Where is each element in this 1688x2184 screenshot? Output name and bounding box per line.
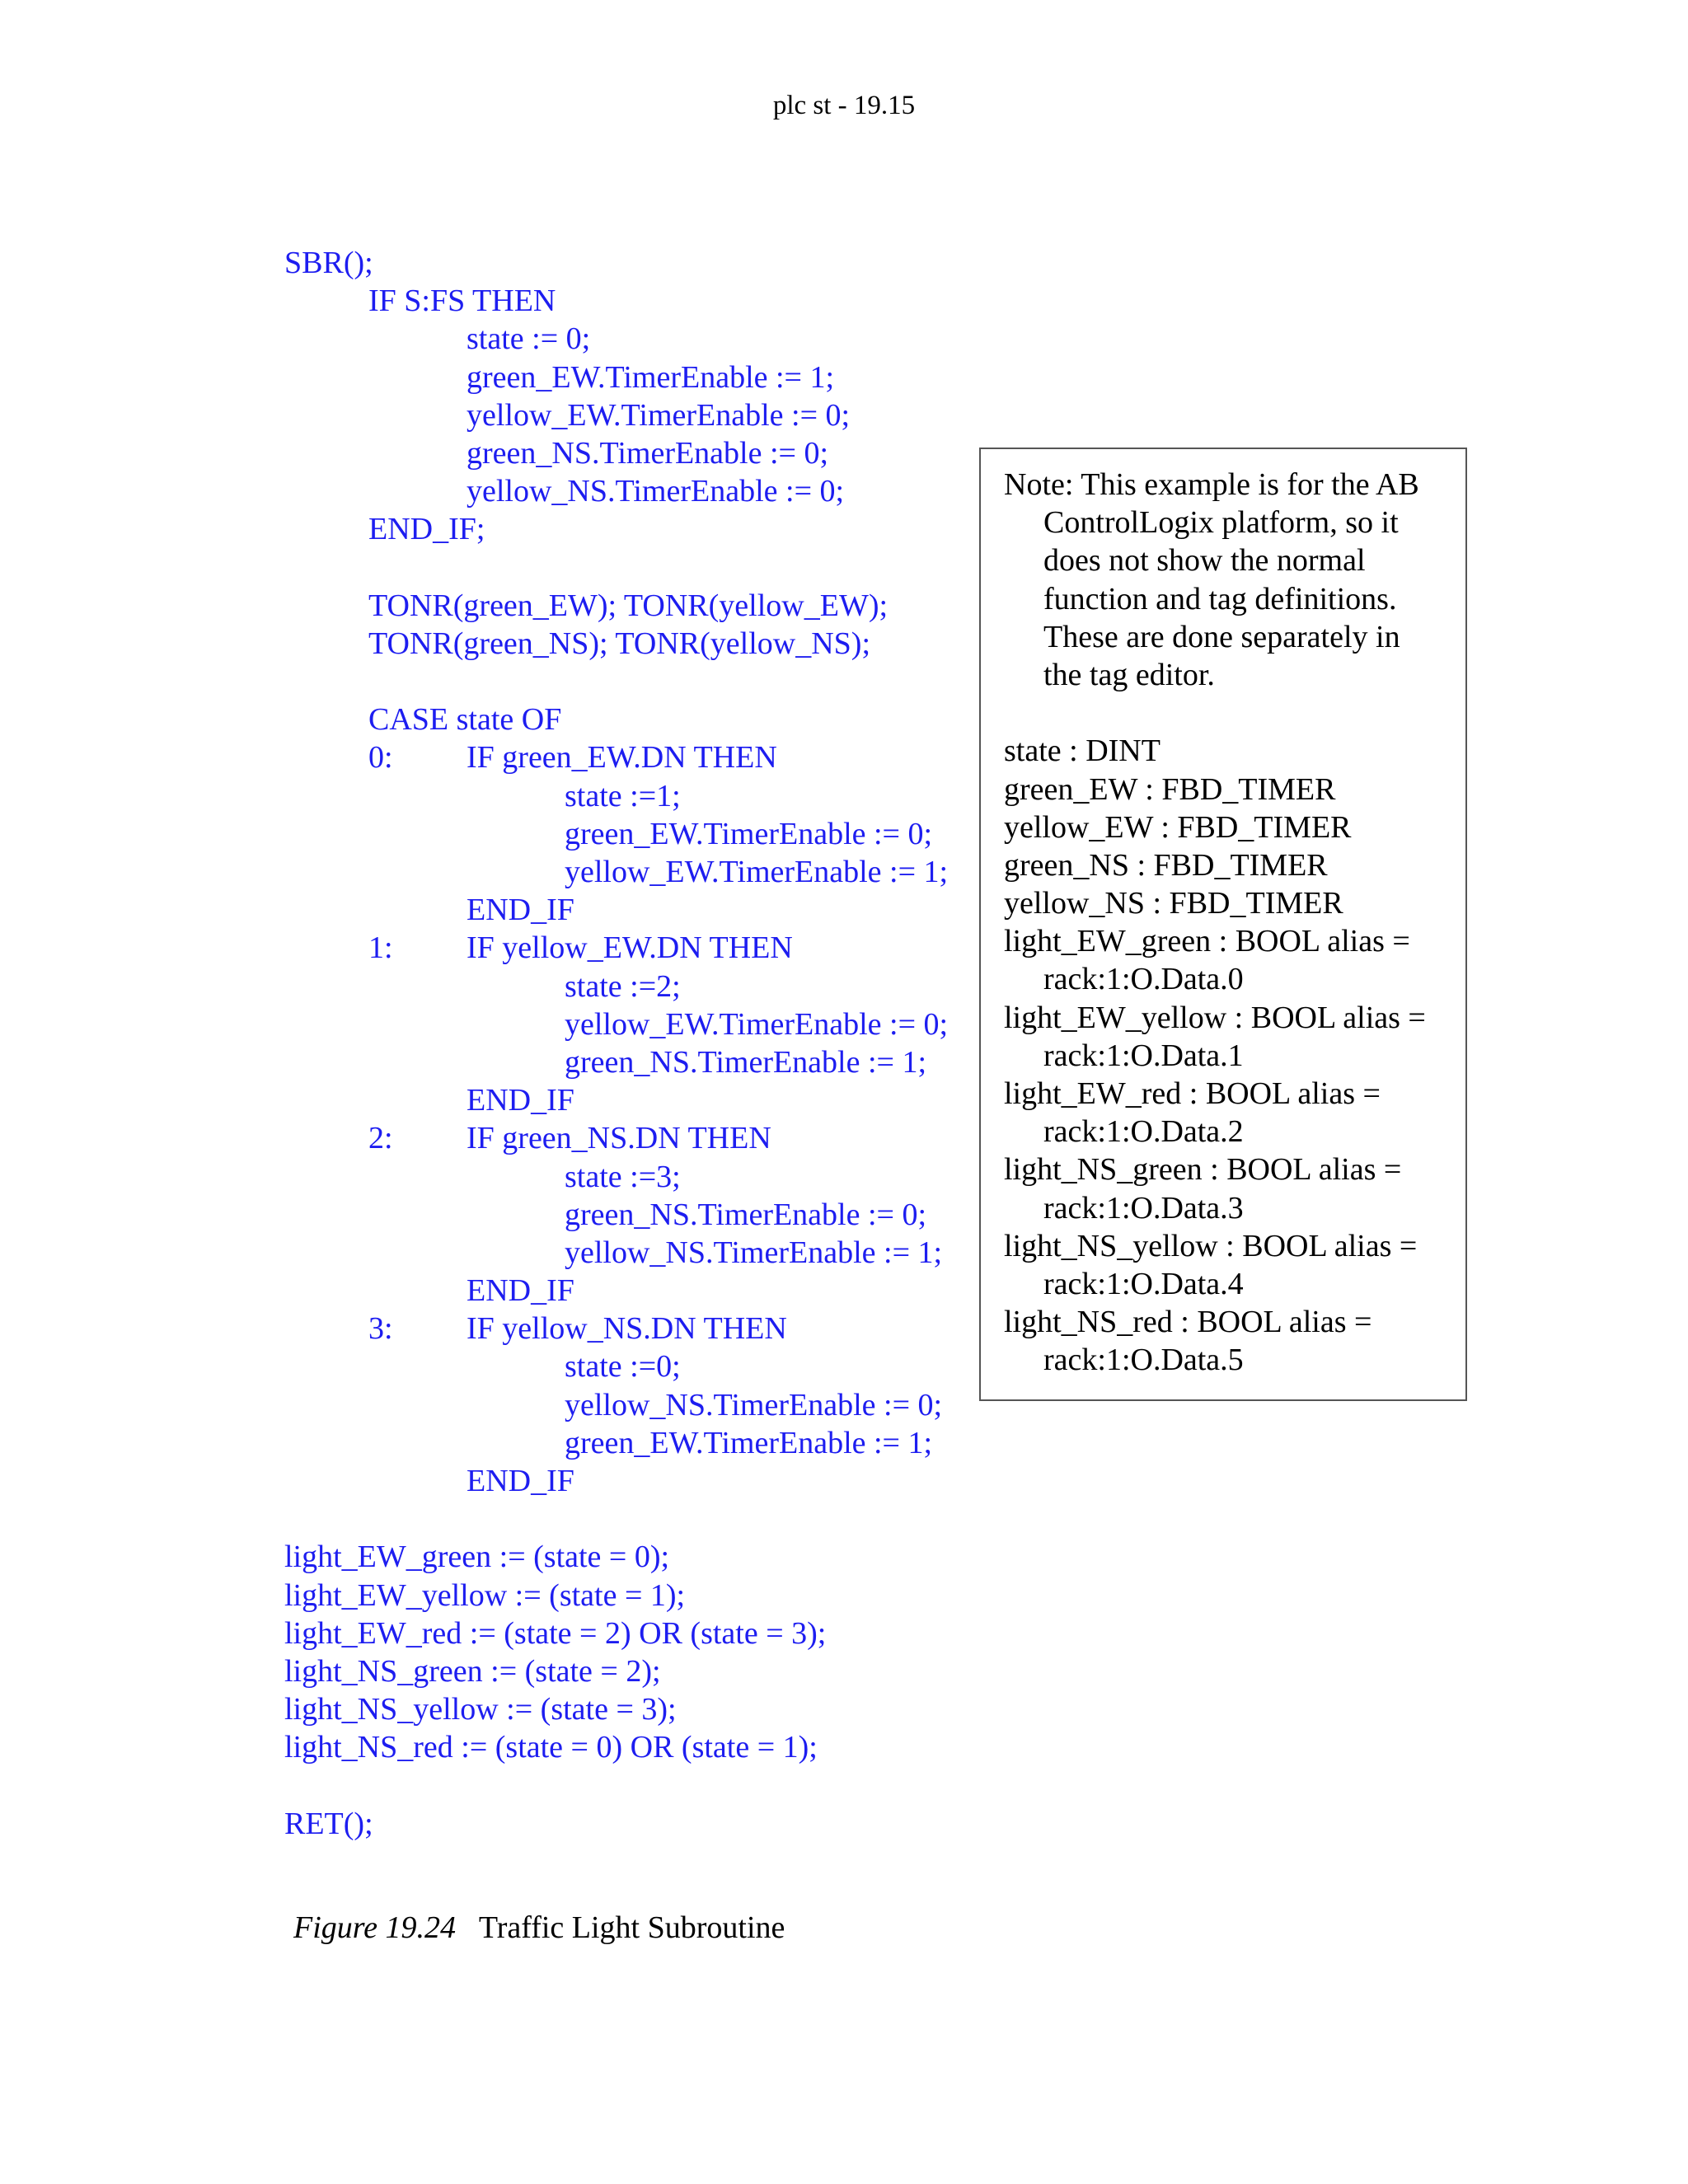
code-text: IF green_EW.DN THEN bbox=[467, 740, 777, 776]
code-line bbox=[284, 1272, 1010, 1310]
note-line: light_EW_green : BOOL alias = bbox=[1004, 924, 1410, 959]
note-line: light_NS_red : BOOL alias = bbox=[1004, 1305, 1372, 1340]
code-text: light_NS_yellow := (state = 3); bbox=[284, 1692, 677, 1727]
code-line bbox=[284, 320, 1010, 358]
code-line bbox=[284, 510, 1010, 548]
code-line bbox=[284, 1234, 1010, 1272]
code-line bbox=[284, 1119, 1010, 1157]
code-line bbox=[284, 777, 1010, 815]
code-line bbox=[284, 1767, 1010, 1805]
code-text: END_IF bbox=[467, 1273, 574, 1309]
note-line: yellow_NS : FBD_TIMER bbox=[1004, 886, 1343, 921]
code-text: yellow_EW.TimerEnable := 1; bbox=[565, 855, 949, 889]
case-label: 1: bbox=[368, 930, 393, 966]
code-line bbox=[284, 282, 1010, 320]
note-box bbox=[979, 448, 1467, 1401]
note-line: light_NS_yellow : BOOL alias = bbox=[1004, 1228, 1418, 1263]
note-line: rack:1:O.Data.2 bbox=[1043, 1114, 1244, 1150]
code-line bbox=[284, 1158, 1010, 1196]
code-line bbox=[284, 891, 1010, 929]
code-line bbox=[284, 1805, 1010, 1843]
code-text: green_EW.TimerEnable := 0; bbox=[565, 816, 933, 851]
code-line bbox=[284, 359, 1010, 396]
case-label: 3: bbox=[368, 1311, 393, 1347]
code-line bbox=[284, 1728, 1010, 1766]
note-line: rack:1:O.Data.5 bbox=[1043, 1343, 1244, 1378]
note-line: rack:1:O.Data.4 bbox=[1043, 1266, 1244, 1301]
code-line bbox=[284, 929, 1010, 967]
note-line: light_EW_yellow : BOOL alias = bbox=[1004, 1000, 1426, 1035]
code-text: CASE state OF bbox=[368, 702, 562, 738]
code-text: IF yellow_EW.DN THEN bbox=[467, 930, 793, 966]
figure-caption bbox=[293, 1910, 785, 1946]
case-label: 2: bbox=[368, 1121, 393, 1156]
code-line bbox=[284, 1538, 1010, 1576]
code-line bbox=[284, 1005, 1010, 1043]
code-line bbox=[284, 625, 1010, 663]
figure-number: Figure 19.24 bbox=[293, 1910, 457, 1945]
note-line: rack:1:O.Data.3 bbox=[1043, 1190, 1244, 1226]
code-text: green_NS.TimerEnable := 0; bbox=[467, 435, 829, 471]
code-text: green_EW.TimerEnable := 1; bbox=[565, 1425, 933, 1460]
page-header: plc st - 19.15 bbox=[772, 91, 916, 120]
code-text: green_NS.TimerEnable := 1; bbox=[565, 1044, 927, 1080]
code-line bbox=[284, 587, 1010, 625]
note-line: ControlLogix platform, so it bbox=[1043, 505, 1399, 541]
code-line bbox=[284, 701, 1010, 738]
code-text: yellow_NS.TimerEnable := 1; bbox=[565, 1235, 943, 1270]
note-line bbox=[1004, 694, 1465, 732]
code-text: END_IF; bbox=[368, 512, 485, 547]
code-text: RET(); bbox=[284, 1806, 373, 1841]
note-line: light_NS_green : BOOL alias = bbox=[1004, 1152, 1402, 1188]
code-text: light_EW_green := (state = 0); bbox=[284, 1540, 670, 1575]
note-line: Note: This example is for the AB bbox=[1004, 467, 1419, 502]
code-text: green_NS.TimerEnable := 0; bbox=[565, 1197, 927, 1232]
code-line bbox=[284, 1462, 1010, 1500]
note-line: green_NS : FBD_TIMER bbox=[1004, 847, 1328, 883]
code-line bbox=[284, 1577, 1010, 1615]
note-line: state : DINT bbox=[1004, 733, 1160, 769]
code-text: SBR(); bbox=[284, 246, 373, 280]
code-line bbox=[284, 434, 1010, 472]
code-text: END_IF bbox=[467, 1083, 574, 1118]
code-text: yellow_EW.TimerEnable := 0; bbox=[565, 1006, 949, 1042]
note-line: yellow_EW : FBD_TIMER bbox=[1004, 809, 1352, 845]
note-line: light_EW_red : BOOL alias = bbox=[1004, 1076, 1381, 1111]
code-listing bbox=[284, 244, 1010, 1843]
note-line: rack:1:O.Data.0 bbox=[1043, 962, 1244, 997]
figure-title: Traffic Light Subroutine bbox=[478, 1910, 785, 1945]
code-line bbox=[284, 549, 1010, 587]
code-line bbox=[284, 1690, 1010, 1728]
code-line bbox=[284, 472, 1010, 510]
code-text: green_EW.TimerEnable := 1; bbox=[467, 359, 835, 395]
note-line: rack:1:O.Data.1 bbox=[1043, 1038, 1244, 1073]
code-line bbox=[284, 396, 1010, 434]
code-text: yellow_NS.TimerEnable := 0; bbox=[565, 1387, 943, 1422]
code-line bbox=[284, 244, 1010, 282]
code-text: TONR(green_NS); TONR(yellow_NS); bbox=[368, 626, 871, 661]
code-line bbox=[284, 853, 1010, 891]
code-line bbox=[284, 1310, 1010, 1347]
code-text: light_EW_yellow := (state = 1); bbox=[284, 1577, 686, 1613]
note-line: function and tag definitions. bbox=[1043, 581, 1397, 616]
code-text: TONR(green_EW); TONR(yellow_EW); bbox=[368, 588, 889, 623]
code-text: state := 0; bbox=[467, 321, 591, 357]
code-text: light_NS_red := (state = 0) OR (state = 1); bbox=[284, 1730, 818, 1765]
code-text: END_IF bbox=[467, 1464, 574, 1498]
code-line bbox=[284, 663, 1010, 701]
code-line bbox=[284, 815, 1010, 853]
code-line bbox=[284, 1652, 1010, 1690]
code-line bbox=[284, 1081, 1010, 1119]
code-text: yellow_NS.TimerEnable := 0; bbox=[467, 474, 845, 509]
note-line: the tag editor. bbox=[1043, 657, 1215, 692]
code-line bbox=[284, 1347, 1010, 1385]
code-line bbox=[284, 1043, 1010, 1081]
note-line: green_EW : FBD_TIMER bbox=[1004, 771, 1336, 807]
code-line bbox=[284, 1615, 1010, 1652]
code-line bbox=[284, 738, 1010, 776]
code-line bbox=[284, 1196, 1010, 1234]
code-line bbox=[284, 968, 1010, 1005]
note-line: These are done separately in bbox=[1043, 619, 1400, 654]
code-text: IF yellow_NS.DN THEN bbox=[467, 1311, 787, 1347]
case-label: 0: bbox=[368, 740, 393, 776]
note-line: does not show the normal bbox=[1043, 543, 1366, 579]
code-text: state :=3; bbox=[565, 1159, 681, 1194]
code-text: light_NS_green := (state = 2); bbox=[284, 1653, 661, 1689]
code-line bbox=[284, 1386, 1010, 1424]
code-text: state :=0; bbox=[565, 1349, 681, 1385]
code-text: state :=1; bbox=[565, 778, 681, 813]
code-line bbox=[284, 1500, 1010, 1538]
code-text: yellow_EW.TimerEnable := 0; bbox=[467, 397, 851, 433]
code-text: light_EW_red := (state = 2) OR (state = 3); bbox=[284, 1615, 827, 1651]
code-text: state :=2; bbox=[565, 968, 681, 1004]
code-text: IF green_NS.DN THEN bbox=[467, 1121, 771, 1156]
code-line bbox=[284, 1424, 1010, 1462]
code-text: END_IF bbox=[467, 893, 574, 928]
code-text: IF S:FS THEN bbox=[368, 284, 556, 319]
